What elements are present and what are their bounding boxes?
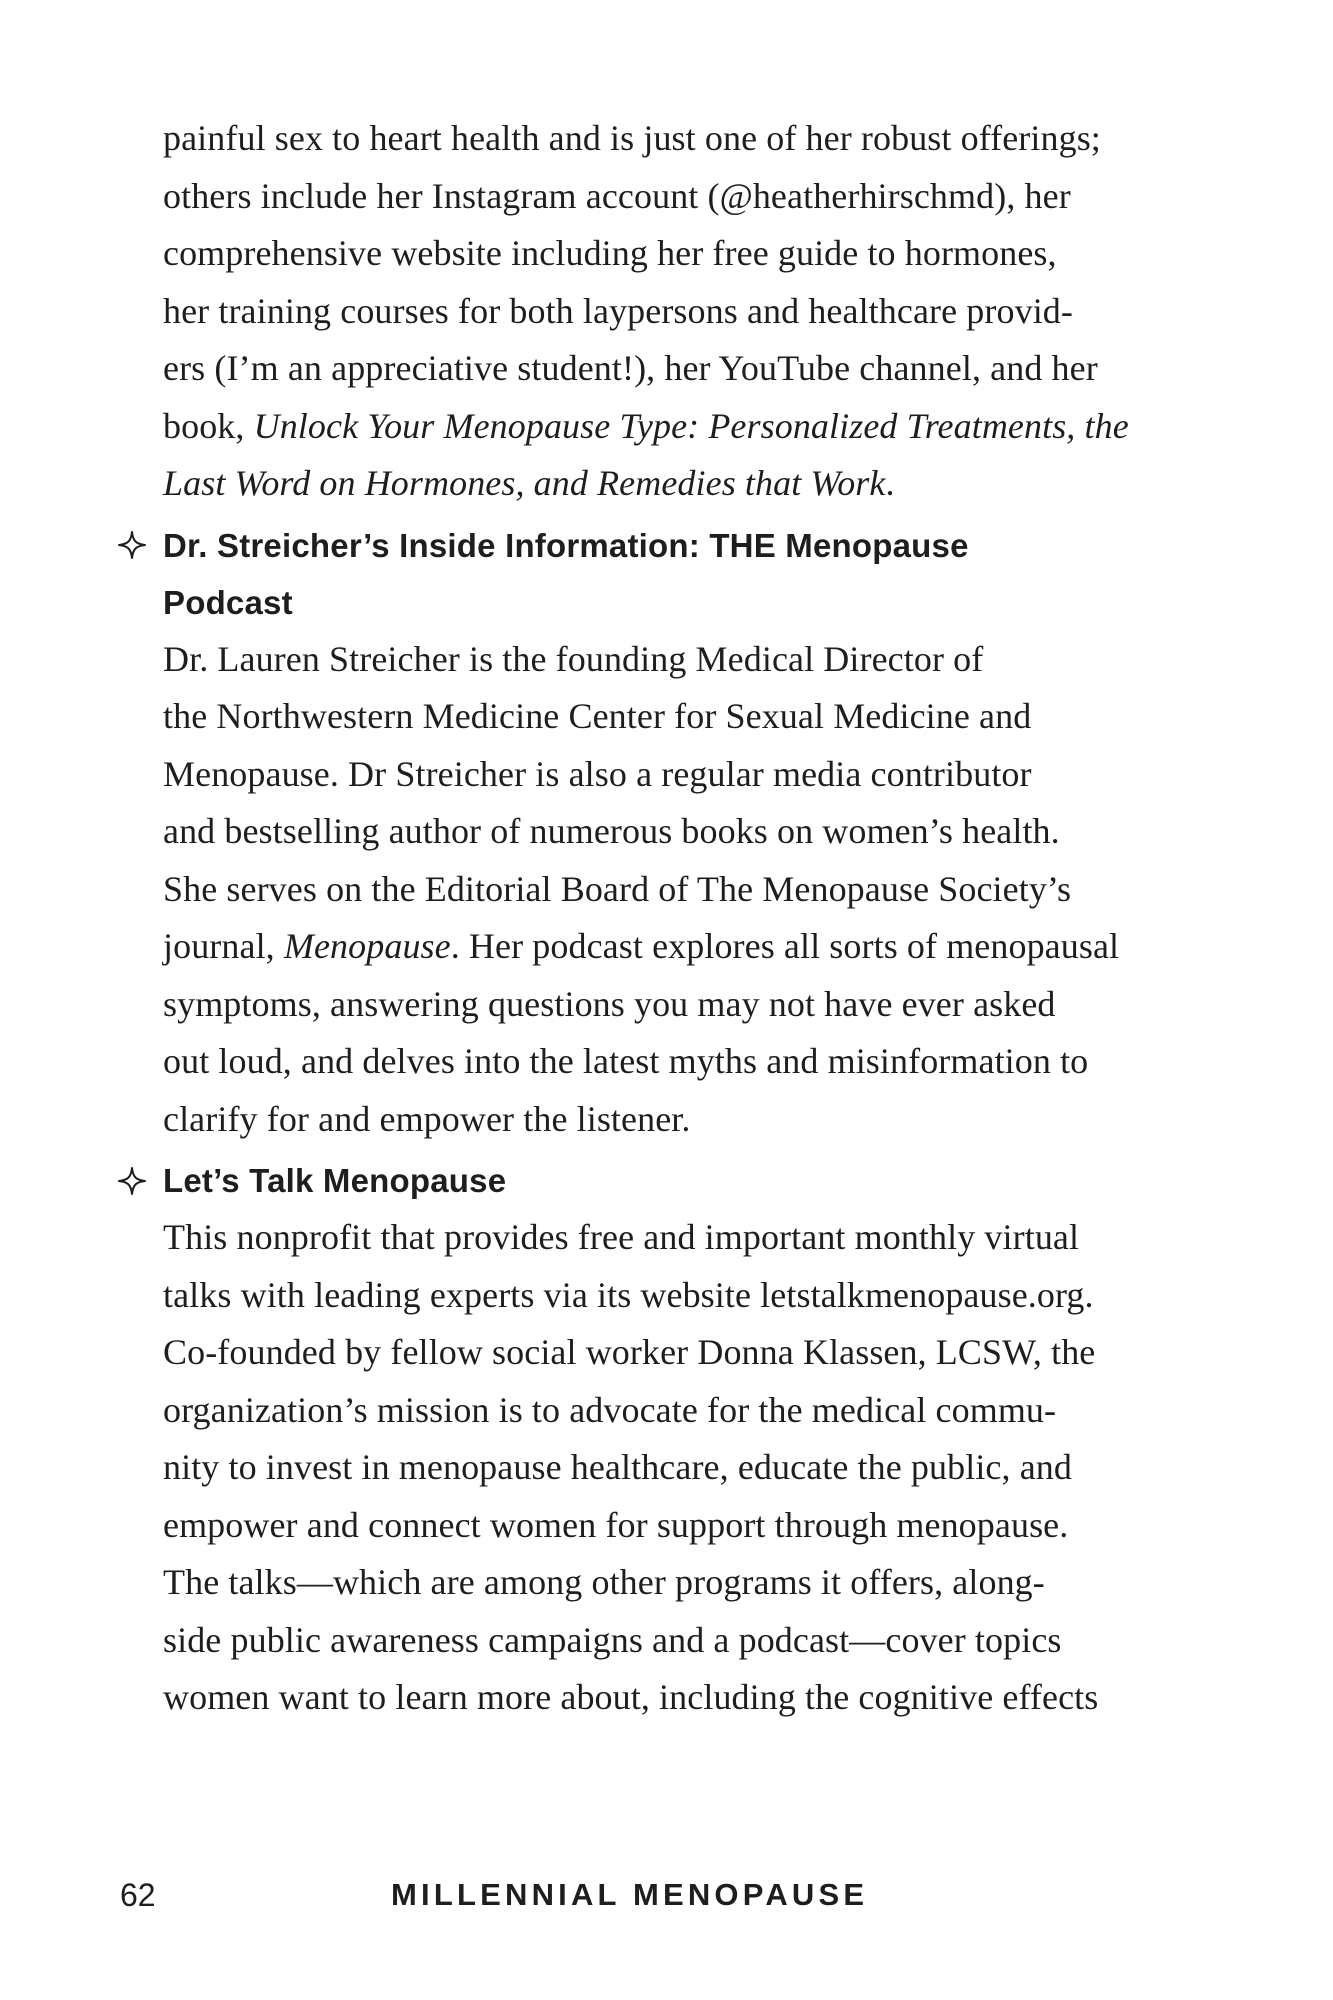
text-line: The talks—which are among other programs it offers, along- <box>163 1562 1045 1602</box>
text-line <box>163 455 1143 513</box>
text-line: symptoms, answering questions you may not have ever asked <box>163 983 1056 1024</box>
journal-title: Menopause <box>283 926 451 966</box>
text-line: Dr. Lauren Streicher is the founding Medical Director of <box>163 638 984 679</box>
book-prefix: book, <box>163 405 254 446</box>
text-line: ers (I’m an appreciative student!), her YouTube channel, and her <box>163 348 1098 388</box>
running-title: MILLENNIAL MENOPAUSE <box>391 1877 869 1912</box>
text-line: women want to learn more about, including the cognitive effects <box>163 1677 1099 1717</box>
text-line: side public awareness campaigns and a podcast—cover topics <box>163 1619 1062 1660</box>
text-line <box>163 398 1143 456</box>
text-line: and bestselling author of numerous books on women’s health. <box>163 811 1060 851</box>
text-line: She serves on the Editorial Board of The Menopause Society’s <box>163 868 1072 909</box>
page-body <box>163 110 1143 1727</box>
page-footer <box>0 1870 1333 1920</box>
entry-heading-line: Dr. Streicher’s Inside Information: THE Menopause <box>163 526 969 564</box>
journal-prefix: journal, <box>163 926 284 966</box>
entry-body <box>163 631 1143 1149</box>
star-bullet-icon <box>115 517 149 574</box>
intro-paragraph <box>163 110 1143 513</box>
text-line: nity to invest in menopause healthcare, educate the public, and <box>163 1447 1072 1487</box>
resource-entry-streicher-podcast <box>163 517 1143 1149</box>
text-line: her training courses for both laypersons and healthcare provid- <box>163 290 1073 331</box>
text-line: others include her Instagram account (@heatherhirschmd), her <box>163 175 1071 216</box>
text-line: Menopause. Dr Streicher is also a regular media contributor <box>163 753 1032 794</box>
entry-body <box>163 1209 1143 1727</box>
text-line: clarify for and empower the listener. <box>163 1098 691 1139</box>
text-line: This nonprofit that provides free and important monthly virtual <box>163 1217 1080 1257</box>
star-bullet-icon <box>115 1152 149 1209</box>
entry-heading <box>163 517 1143 631</box>
text-line: comprehensive website including her free guide to hormones, <box>163 233 1057 273</box>
entry-heading-line: Let’s Talk Menopause <box>163 1162 507 1199</box>
text-line: out loud, and delves into the latest myths and misinformation to <box>163 1041 1089 1081</box>
journal-suffix: . Her podcast explores all sorts of menopausal <box>450 926 1120 966</box>
book-suffix: . <box>885 463 895 503</box>
text-line: organization’s mission is to advocate for the medical commu- <box>163 1389 1057 1430</box>
entry-heading <box>163 1152 1143 1209</box>
text-line <box>163 918 1143 976</box>
text-line: talks with leading experts via its website letstalkmenopause.org. <box>163 1274 1094 1315</box>
entry-heading-line: Podcast <box>163 583 293 621</box>
text-line: painful sex to heart health and is just one of her robust offerings; <box>163 118 1101 158</box>
text-line: the Northwestern Medicine Center for Sexual Medicine and <box>163 696 1032 736</box>
text-line: Co-founded by fellow social worker Donna Klassen, LCSW, the <box>163 1332 1096 1372</box>
text-line: empower and connect women for support through menopause. <box>163 1504 1069 1545</box>
resource-entry-lets-talk-menopause <box>163 1152 1143 1727</box>
book-title: Unlock Your Menopause Type: Personalized Treatments, the <box>253 405 1129 446</box>
book-title-continued: Last Word on Hormones, and Remedies that Work <box>163 463 886 503</box>
page-number: 62 <box>120 1877 156 1913</box>
